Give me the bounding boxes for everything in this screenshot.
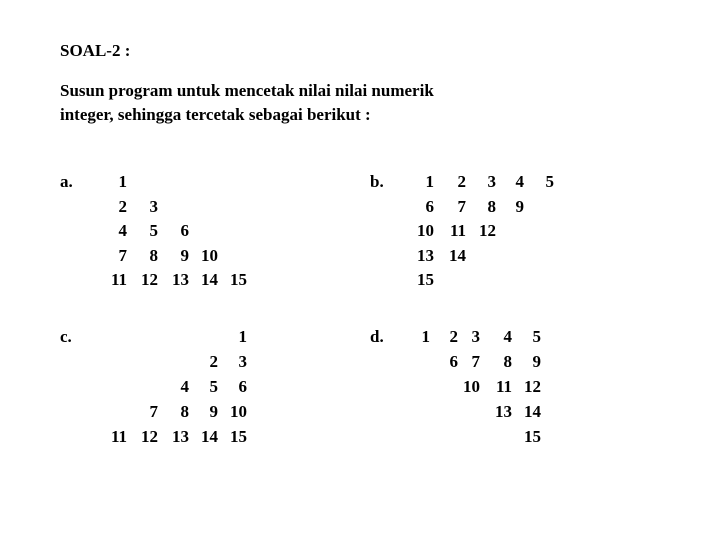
pattern-b-number: 2 [457, 172, 466, 191]
title: SOAL-2 : [60, 41, 131, 60]
pattern-c-number: 7 [149, 402, 158, 421]
pattern-c-number: 5 [209, 377, 218, 396]
pattern-d-number: 2 [449, 327, 458, 346]
problem-line: integer, sehingga tercetak sebagai berikut : [60, 105, 371, 124]
pattern-d-number: 12 [524, 377, 541, 396]
pattern-b-number: 1 [425, 172, 434, 191]
pattern-a-number: 15 [230, 270, 247, 289]
pattern-b-number: 15 [417, 270, 434, 289]
pattern-b-number: 9 [515, 196, 524, 216]
pattern-a-label: a. [60, 172, 73, 191]
pattern-b-number: 3 [487, 172, 496, 191]
pattern-b-number: 11 [449, 221, 466, 240]
pattern-c-number: 13 [172, 427, 189, 446]
pattern-c-number: 14 [201, 427, 218, 446]
pattern-d-number: 3 [471, 327, 480, 346]
pattern-a-number: 3 [149, 196, 158, 216]
pattern-d-number: 5 [532, 327, 541, 346]
pattern-c-number: 3 [238, 352, 247, 371]
pattern-d-number: 4 [503, 327, 512, 346]
pattern-b-number: 4 [515, 172, 524, 191]
pattern-b-label: b. [370, 172, 384, 191]
pattern-b-number: 7 [457, 196, 466, 216]
pattern-a-number: 4 [118, 221, 127, 240]
pattern-d-number: 13 [495, 402, 512, 421]
pattern-d-number: 6 [449, 352, 458, 371]
pattern-b-number: 12 [479, 221, 496, 240]
pattern-c-number: 1 [238, 327, 247, 346]
pattern-a-number: 12 [141, 270, 158, 289]
pattern-a-number: 11 [110, 270, 127, 289]
pattern-d-label: d. [370, 327, 384, 346]
pattern-b-number: 8 [487, 196, 496, 216]
pattern-d-number: 11 [495, 377, 512, 396]
pattern-c-number: 2 [209, 352, 218, 371]
pattern-a-number: 7 [118, 245, 127, 265]
pattern-b-number: 5 [545, 172, 554, 191]
pattern-d-number: 15 [524, 427, 541, 446]
pattern-b-number: 14 [449, 245, 466, 265]
pattern-a-number: 10 [201, 245, 218, 265]
problem-statement [60, 79, 660, 127]
pattern-b-number: 13 [417, 245, 434, 265]
pattern-c-number: 4 [180, 377, 189, 396]
pattern-a-number: 14 [201, 270, 218, 289]
pattern-c-number: 11 [110, 427, 127, 446]
pattern-a-number: 9 [180, 245, 189, 265]
pattern-a-number: 1 [118, 172, 127, 191]
problem-line: Susun program untuk mencetak nilai nilai numerik [60, 81, 434, 100]
pattern-a-number: 6 [180, 221, 189, 240]
pattern-a-number: 2 [118, 196, 127, 216]
pattern-c-label: c. [60, 327, 72, 346]
pattern-d-number: 10 [463, 377, 480, 396]
pattern-a-number: 8 [149, 245, 158, 265]
pattern-c-number: 8 [180, 402, 189, 421]
pattern-c-number: 12 [141, 427, 158, 446]
pattern-d-number: 8 [503, 352, 512, 371]
pattern-d-number: 9 [532, 352, 541, 371]
pattern-a-number: 5 [149, 221, 158, 240]
pattern-c-number: 6 [238, 377, 247, 396]
pattern-b-number: 6 [425, 196, 434, 216]
pattern-a-number: 13 [172, 270, 189, 289]
pattern-c-number: 15 [230, 427, 247, 446]
pattern-c-number: 9 [209, 402, 218, 421]
pattern-b-number: 10 [417, 221, 434, 240]
pattern-c-number: 10 [230, 402, 247, 421]
pattern-d-number: 7 [471, 352, 480, 371]
pattern-d-number: 1 [421, 327, 430, 346]
pattern-d-number: 14 [524, 402, 541, 421]
